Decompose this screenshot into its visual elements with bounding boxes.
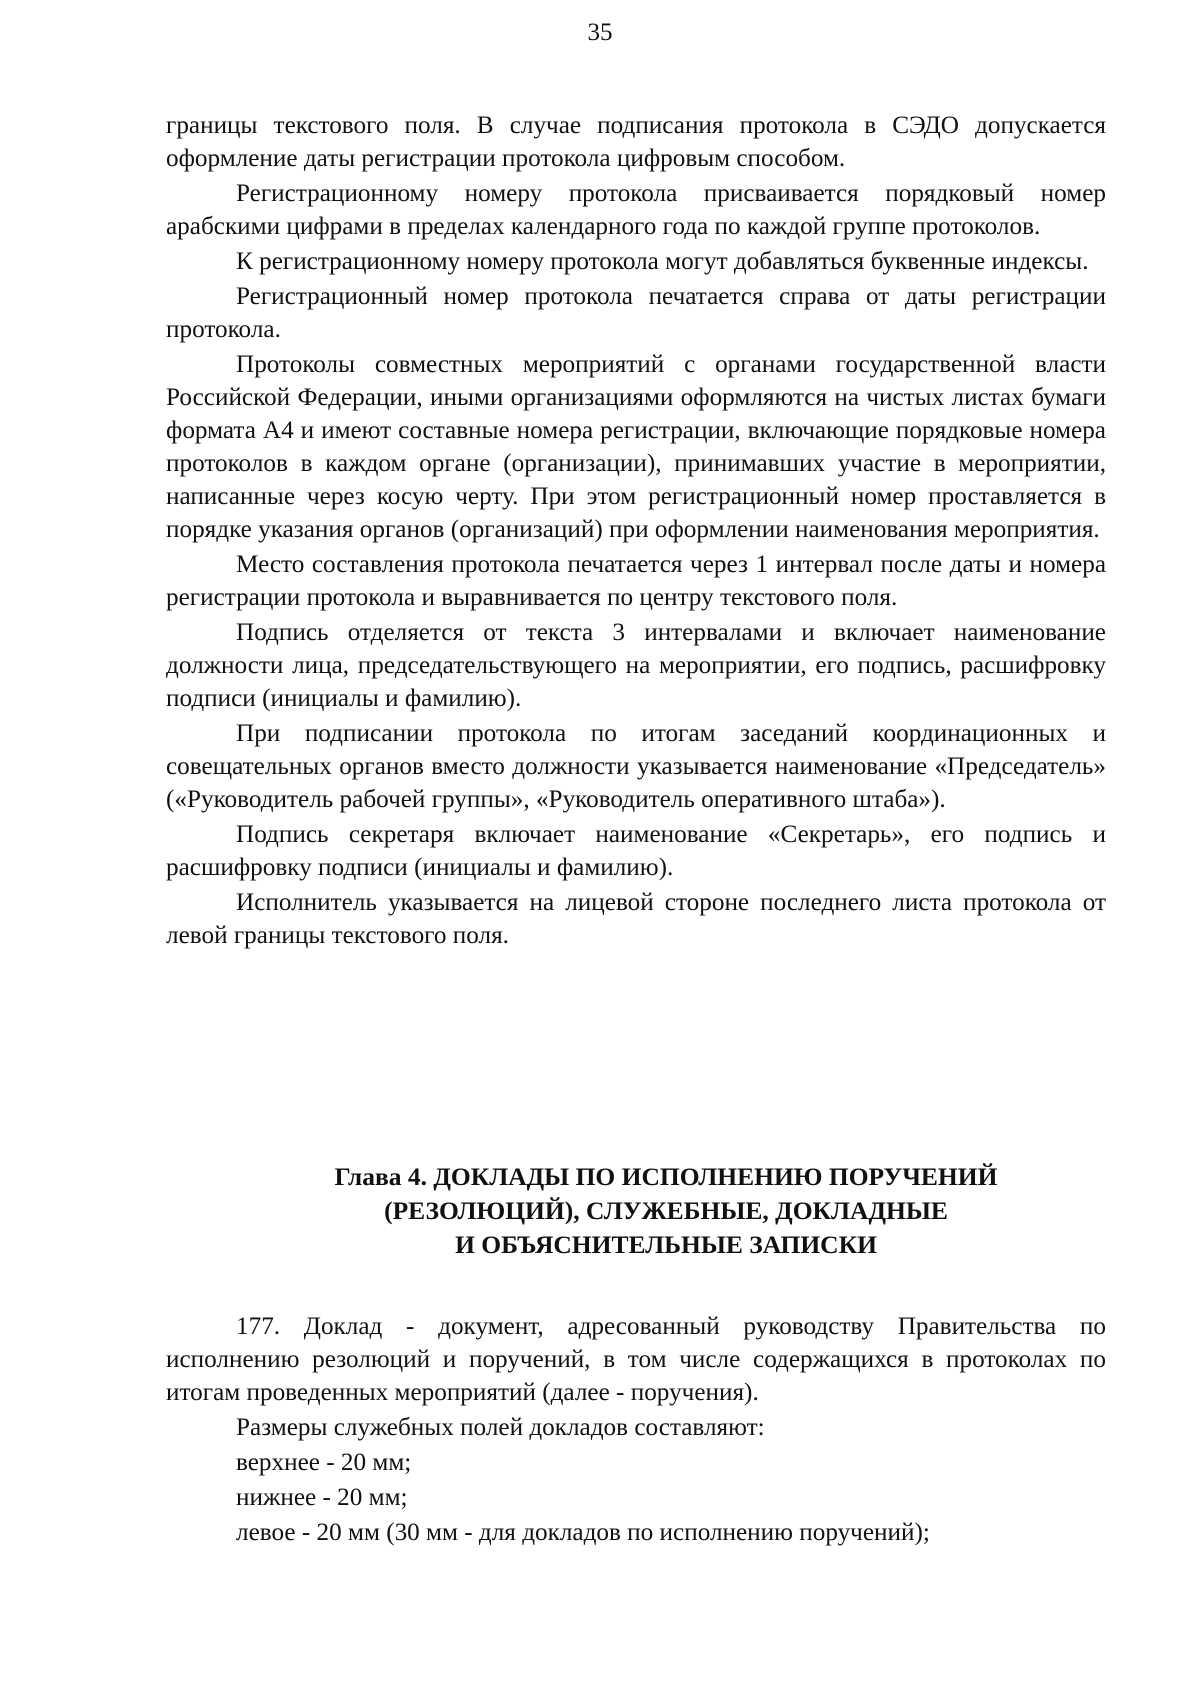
- chapter-heading-line: (РЕЗОЛЮЦИЙ), СЛУЖЕБНЫЕ, ДОКЛАДНЫЕ: [384, 1196, 948, 1225]
- paragraph: Подпись отделяется от текста 3 интервалами и включает наименование должности лица, председательствующего на мероприятии, его подпись, расшифровку подписи (инициалы и фамилию).: [166, 619, 1106, 712]
- paragraph: К регистрационному номеру протокола могут добавляться буквенные индексы.: [236, 248, 1089, 275]
- chapter-heading-line: Глава 4. ДОКЛАДЫ ПО ИСПОЛНЕНИЮ ПОРУЧЕНИЙ: [334, 1162, 998, 1191]
- body-text-top: [166, 109, 1106, 954]
- paragraph: Исполнитель указывается на лицевой стороне последнего листа протокола от левой границы текстового поля.: [166, 889, 1106, 949]
- field-bottom-item: нижнее - 20 мм;: [236, 1484, 408, 1511]
- paragraph: Регистрационному номеру протокола присваивается порядковый номер арабскими цифрами в пределах календарного года по каждой группе протоколов.: [166, 180, 1106, 240]
- paragraph: Протоколы совместных мероприятий с органами государственной власти Российской Федерации, иными организациями оформляются на чистых листах бумаги формата А4 и имеют составные номера регистрации, включающие порядковые номера протоколов в каждом органе (организации), принимавших участие в мероприятии, написанные через косую черту. При этом регистрационный номер проставляется в порядке указания органов (организаций) при оформлении наименования мероприятия.: [166, 351, 1106, 543]
- page-number: 35: [587, 19, 613, 46]
- chapter-heading: [166, 1160, 1106, 1262]
- fields-intro: Размеры служебных полей докладов составляют:: [236, 1414, 765, 1441]
- chapter-heading-line: И ОБЪЯСНИТЕЛЬНЫЕ ЗАПИСКИ: [455, 1230, 877, 1259]
- paragraph: При подписании протокола по итогам заседаний координационных и совещательных органов вместо должности указывается наименование «Председатель» («Руководитель рабочей группы», «Руководитель оперативного штаба»).: [166, 720, 1106, 813]
- paragraph: границы текстового поля. В случае подписания протокола в СЭДО допускается оформление даты регистрации протокола цифровым способом.: [166, 112, 1106, 172]
- field-left-item: левое - 20 мм (30 мм - для докладов по исполнению поручений);: [236, 1519, 930, 1546]
- field-top-item: верхнее - 20 мм;: [236, 1449, 412, 1476]
- paragraph-177: 177. Доклад - документ, адресованный руководству Правительства по исполнению резолюций и поручений, в том числе содержащихся в протоколах по итогам проведенных мероприятий (далее - поручения).: [166, 1313, 1106, 1406]
- paragraph: Регистрационный номер протокола печатается справа от даты регистрации протокола.: [166, 283, 1106, 343]
- paragraph: Место составления протокола печатается через 1 интервал после даты и номера регистрации протокола и выравнивается по центру текстового поля.: [166, 551, 1106, 611]
- paragraph: Подпись секретаря включает наименование «Секретарь», его подпись и расшифровку подписи (инициалы и фамилию).: [166, 821, 1106, 881]
- body-text-bottom: [166, 1310, 1106, 1551]
